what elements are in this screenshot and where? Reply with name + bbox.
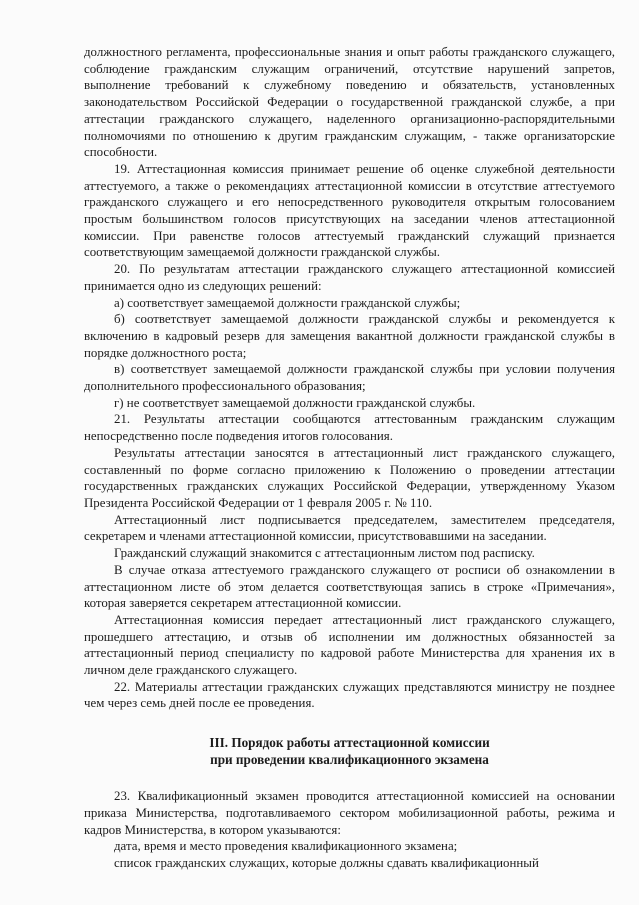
- paragraph-23-list: список гражданских служащих, которые должны сдавать квалификационный: [114, 855, 539, 870]
- list-item-g: г) не соответствует замещаемой должности гражданской службы.: [114, 395, 476, 410]
- paragraph-22: 22. Материалы аттестации гражданских служащих представляются министру не позднее чем через семь дней после ее проведения.: [84, 679, 615, 711]
- paragraph-21-signing: Аттестационный лист подписывается председателем, заместителем председателя, секретарем и членами аттестационной комиссии, присутствовавшими на заседании.: [84, 512, 615, 544]
- section-heading-line-2: при проведении квалификационного экзамена: [210, 752, 489, 768]
- list-item-b: б) соответствует замещаемой должности гражданской службы и рекомендуется к включению в кадровый резерв для замещения вакантной должности гражданской службы в порядке должностного роста;: [84, 312, 615, 360]
- list-item-a: а) соответствует замещаемой должности гражданской службы;: [114, 295, 461, 310]
- paragraph-21-refusal: В случае отказа аттестуемого гражданского служащего от росписи об ознакомлении в аттестационном листе об этом делается соответствующая запись в строке «Примечания», которая заверяется секретарем аттестационной комиссии.: [84, 562, 615, 611]
- paragraph-21-results: Результаты аттестации заносятся в аттестационный лист гражданского служащего, составленный по форме согласно приложению к Положению о проведении аттестации государственных гражданских служащих Российской Федерации, утвержденному Указом Президента Российской Федерации от 1 февраля 2005 г. № 110.: [84, 445, 615, 510]
- paragraph-18-continued: должностного регламента, профессиональные знания и опыт работы гражданского служащего, соблюдение гражданским служащим ограничений, отсутствие нарушений запретов, выполнение требований к служебному поведению и обязательств, установленных законодательством Российской Федерации о государственной гражданской службе, а при аттестации гражданского служащего, наделенного организационно-распорядительными полномочиями по отношению к другим гражданским служащим, - также организаторские способности.: [84, 45, 615, 160]
- section-spacer: [84, 712, 615, 734]
- heading-spacer: [84, 768, 615, 788]
- list-item-v: в) соответствует замещаемой должности гражданской службы при условии получения дополнительного профессионального образования;: [84, 362, 615, 394]
- paragraph-20: 20. По результатам аттестации гражданского служащего аттестационной комиссией принимается одно из следующих решений:: [84, 262, 615, 293]
- paragraph-23: 23. Квалификационный экзамен проводится аттестационной комиссией на основании приказа Министерства, подготавливаемого сектором мобилизационной работы, режима и кадров Министерства, в котором указываются:: [84, 789, 615, 837]
- section-heading: [84, 734, 615, 768]
- section-heading-line-1: III. Порядок работы аттестационной комиссии: [209, 735, 490, 751]
- paragraph-21-acquaint: Гражданский служащий знакомится с аттестационным листом под расписку.: [114, 546, 535, 561]
- paragraph-21: 21. Результаты аттестации сообщаются аттестованным гражданским служащим непосредственно после подведения итогов голосования.: [84, 412, 615, 444]
- paragraph-19: 19. Аттестационная комиссия принимает решение об оценке служебной деятельности аттестуемого, а также о рекомендациях аттестационной комиссии в отсутствие аттестуемого гражданского служащего и его непосредственного руководителя открытым голосованием простым большинством голосов присутствующих на заседании членов аттестационной комиссии. При равенстве голосов аттестуемый гражданский служащий признается соответствующим замещаемой должности гражданской службы.: [84, 161, 615, 260]
- paragraph-23-date: дата, время и место проведения квалификационного экзамена;: [114, 839, 458, 854]
- paragraph-21-transfer: Аттестационная комиссия передает аттестационный лист гражданского служащего, прошедшего аттестацию, и отзыв об исполнении им должностных обязанностей за аттестационный период специалисту по кадровой работе Министерства для хранения их в личном деле гражданского служащего.: [84, 612, 615, 678]
